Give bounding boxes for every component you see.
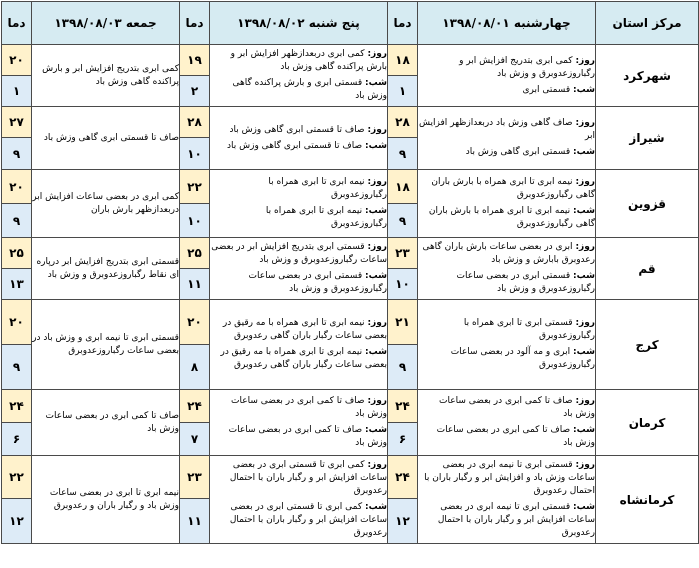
province-row — [2, 170, 699, 204]
day-forecast — [210, 48, 387, 74]
weather-description-day-1 — [418, 238, 596, 300]
day-text: کمی ابری تا قسمتی ابری در بعضی ساعات افزایش ابر و رگبار باران با احتمال رعدوبرق — [229, 460, 387, 496]
day-forecast — [418, 117, 595, 143]
forecast-text: کمی ابری بتدریج افزایش ابر و بارش پراکنده گاهی وزش باد — [42, 63, 179, 87]
night-text: صاف تا کمی ابری در بعضی ساعات وزش باد — [228, 425, 387, 448]
night-forecast — [210, 205, 387, 231]
day-text: کمی ابری دربعدازظهر افزایش ابر و بارش پراکنده گاهی وزش باد — [230, 49, 387, 72]
day-forecast — [418, 241, 595, 267]
max-temp: ۲۳ — [388, 238, 418, 269]
weather-description-day-3 — [32, 238, 180, 300]
min-temp: ۹ — [2, 345, 32, 390]
header-province: مرکز استان — [596, 2, 699, 45]
max-temp: ۱۹ — [180, 45, 210, 76]
day-label: روز: — [575, 118, 595, 128]
day-text: نیمه ابری تا ابری همراه با رگباروزعدوبرق — [268, 177, 387, 200]
night-text: صاف تا کمی ابری در بعضی ساعات وزش باد — [436, 425, 595, 448]
min-temp: ۹ — [388, 204, 418, 238]
min-temp: ۱۰ — [180, 138, 210, 170]
day-text: کمی ابری بتدریج افزایش ابر و رگباروزعدوبرق و وزش باد — [459, 55, 595, 79]
province-row — [2, 45, 699, 76]
night-label: شب: — [365, 78, 387, 88]
night-forecast — [210, 270, 387, 296]
min-temp: ۱ — [2, 76, 32, 107]
min-temp: ۶ — [388, 423, 418, 456]
province-name: کرمان — [596, 390, 699, 456]
min-temp: ۱۰ — [180, 204, 210, 238]
min-temp: ۹ — [388, 138, 418, 170]
forecast-text: قسمتی ابری بتدریج افزایش ابر درپاره ای نقاط رگباروزعدوبرق و وزش باد — [36, 256, 179, 280]
min-temp: ۸ — [180, 345, 210, 390]
max-temp: ۲۰ — [2, 45, 32, 76]
weather-description-day-1 — [418, 107, 596, 170]
day-label: روز: — [575, 318, 595, 328]
day-text: نیمه ابری تا ابری همراه با مه رقیق در بعضی ساعات رگبار باران گاهی رعدوبرق — [222, 318, 387, 341]
header-temp-3: دما — [2, 2, 32, 45]
weather-description-day-2 — [210, 390, 388, 456]
night-label: شب: — [573, 502, 595, 512]
day-label: روز: — [575, 242, 595, 252]
day-forecast — [418, 395, 595, 421]
min-temp: ۲ — [180, 76, 210, 107]
max-temp: ۱۸ — [388, 45, 418, 76]
forecast-text: صاف تا قسمتی ابری گاهی وزش باد — [43, 132, 179, 143]
day-forecast — [210, 124, 387, 137]
weather-description-day-3 — [32, 45, 180, 107]
night-label: شب: — [365, 271, 387, 281]
weather-description-day-2 — [210, 456, 388, 544]
min-temp: ۹ — [2, 138, 32, 170]
day-label: روز: — [367, 396, 387, 406]
night-label: شب: — [573, 347, 595, 357]
max-temp: ۲۴ — [388, 390, 418, 423]
night-forecast — [418, 346, 595, 372]
min-temp: ۱۲ — [388, 499, 418, 544]
day-label: روز: — [367, 318, 387, 328]
max-temp: ۲۴ — [180, 390, 210, 423]
weather-description-day-2 — [210, 238, 388, 300]
night-text: قسمتی ابری در بعضی ساعات رگباروزعدوبرق و وزش باد — [248, 271, 387, 294]
day-forecast — [210, 459, 387, 498]
night-label: شب: — [573, 84, 595, 95]
day-text: صاف تا کمی ابری در بعضی ساعات وزش باد — [231, 396, 387, 419]
day-text: ابری در بعضی ساعات بارش باران گاهی رعدوبرق بابارش و وزش باد — [422, 242, 595, 265]
max-temp: ۲۰ — [2, 170, 32, 204]
forecast-text: قسمتی ابری تا نیمه ابری و وزش باد در بعضی ساعات رگباروزعدوبرق — [32, 332, 179, 356]
max-temp: ۲۳ — [180, 456, 210, 499]
night-forecast — [210, 501, 387, 540]
day-forecast — [418, 459, 595, 498]
night-text: قسمتی ابری تا نیمه ابری در بعضی ساعات افزایش ابر و رگبار باران با احتمال رعدوبرق — [437, 502, 595, 538]
header-day-2: پنج شنبه ۱۳۹۸/۰۸/۰۲ — [210, 2, 388, 45]
day-label: روز: — [367, 460, 387, 470]
night-forecast — [418, 146, 595, 159]
night-text: قسمتی ابری گاهی وزش باد — [465, 147, 571, 157]
night-label: شب: — [573, 271, 595, 281]
night-text: نیمه ابری تا ابری همراه با بارش باران گاهی رگباروزعدوبرق — [428, 206, 595, 229]
day-forecast — [210, 317, 387, 343]
max-temp: ۲۲ — [2, 456, 32, 499]
night-label: شب: — [365, 140, 387, 151]
max-temp: ۲۰ — [180, 300, 210, 345]
weather-description-day-2 — [210, 300, 388, 390]
weather-description-day-1 — [418, 456, 596, 544]
min-temp: ۹ — [388, 345, 418, 390]
forecast-text: نیمه ابری تا ابری در بعضی ساعات وزش باد و رگبار باران و رعدوبرق — [49, 487, 179, 511]
night-forecast — [210, 140, 387, 153]
night-forecast — [210, 346, 387, 372]
province-row — [2, 238, 699, 269]
day-text: صاف تا قسمتی ابری گاهی وزش باد — [229, 124, 365, 135]
province-name: قم — [596, 238, 699, 300]
day-text: صاف تا کمی ابری در بعضی ساعات وزش باد — [439, 396, 595, 419]
forecast-text: صاف تا کمی ابری در بعضی ساعات وزش باد — [45, 410, 179, 434]
weather-description-day-3 — [32, 300, 180, 390]
night-text: قسمتی ابری در بعضی ساعات رگباروزعدوبرق و وزش باد — [456, 271, 595, 294]
weather-description-day-3 — [32, 456, 180, 544]
night-text: قسمتی ابری — [522, 84, 571, 95]
night-label: شب: — [365, 206, 387, 216]
header-day-3: جمعه ۱۳۹۸/۰۸/۰۳ — [32, 2, 180, 45]
min-temp: ۱۱ — [180, 499, 210, 544]
forecast-body — [2, 45, 699, 544]
province-name: شیراز — [596, 107, 699, 170]
min-temp: ۹ — [2, 204, 32, 238]
max-temp: ۲۵ — [180, 238, 210, 269]
day-text: قسمتی ابری تا نیمه ابری در بعضی ساعات وزش باد و افزایش ابر و رگبار باران با احتمال رعدوبرق — [424, 460, 595, 496]
night-forecast — [418, 205, 595, 231]
day-forecast — [418, 176, 595, 202]
night-text: نیمه ابری تا ابری همراه با رگباروزعدوبرق — [265, 206, 387, 229]
min-temp: ۱۰ — [388, 269, 418, 300]
day-label: روز: — [575, 177, 595, 187]
day-label: روز: — [367, 124, 387, 135]
day-label: روز: — [575, 55, 595, 66]
weather-description-day-1 — [418, 45, 596, 107]
header-temp-2: دما — [180, 2, 210, 45]
max-temp: ۲۷ — [2, 107, 32, 138]
night-forecast — [210, 77, 387, 103]
night-forecast — [418, 501, 595, 540]
max-temp: ۱۸ — [388, 170, 418, 204]
header-temp-1: دما — [388, 2, 418, 45]
night-label: شب: — [365, 425, 387, 435]
day-forecast — [210, 241, 387, 267]
province-row — [2, 390, 699, 423]
day-text: صاف گاهی وزش باد دربعدازظهر افزایش ابر — [419, 118, 595, 141]
night-text: قسمتی ابری و بارش پراکنده گاهی وزش باد — [232, 78, 387, 101]
max-temp: ۲۱ — [388, 300, 418, 345]
day-label: روز: — [367, 49, 387, 59]
province-name: قزوین — [596, 170, 699, 238]
night-text: نیمه ابری تا ابری همراه با مه رقیق در بعضی ساعات رگبار باران گاهی رعدوبرق — [220, 347, 387, 370]
province-name: کرج — [596, 300, 699, 390]
day-label: روز: — [367, 177, 387, 187]
night-label: شب: — [365, 347, 387, 357]
max-temp: ۲۴ — [2, 390, 32, 423]
forecast-table — [1, 1, 699, 544]
night-forecast — [418, 424, 595, 450]
max-temp: ۲۰ — [2, 300, 32, 345]
day-forecast — [418, 317, 595, 343]
weather-description-day-1 — [418, 390, 596, 456]
day-text: نیمه ابری تا ابری همراه با بارش باران گاهی رگباروزعدوبرق — [431, 177, 595, 200]
day-text: قسمتی ابری بتدریج افزایش ابر در بعضی ساعات رگباروزعدوبرق و وزش باد — [211, 242, 387, 265]
header-row — [2, 2, 699, 45]
weather-description-day-1 — [418, 300, 596, 390]
night-label: شب: — [573, 147, 595, 157]
night-label: شب: — [365, 502, 387, 512]
night-forecast — [210, 424, 387, 450]
day-label: روز: — [575, 396, 595, 406]
weather-description-day-2 — [210, 45, 388, 107]
night-text: صاف تا قسمتی ابری گاهی وزش باد — [227, 140, 363, 151]
night-label: شب: — [573, 206, 595, 216]
night-forecast — [418, 84, 595, 97]
min-temp: ۶ — [2, 423, 32, 456]
weather-description-day-2 — [210, 107, 388, 170]
day-forecast — [210, 395, 387, 421]
province-row — [2, 107, 699, 138]
weather-description-day-3 — [32, 390, 180, 456]
weather-description-day-3 — [32, 107, 180, 170]
min-temp: ۱۲ — [2, 499, 32, 544]
min-temp: ۷ — [180, 423, 210, 456]
night-text: ابری و مه آلود در بعضی ساعات رگباروزعدوبرق — [450, 347, 595, 370]
max-temp: ۲۴ — [388, 456, 418, 499]
weather-description-day-3 — [32, 170, 180, 238]
min-temp: ۱۳ — [2, 269, 32, 300]
day-label: روز: — [367, 242, 387, 252]
day-text: قسمتی ابری تا ابری همراه با رگباروزعدوبرق — [463, 318, 595, 341]
weather-description-day-2 — [210, 170, 388, 238]
day-forecast — [418, 55, 595, 81]
weather-description-day-1 — [418, 170, 596, 238]
max-temp: ۲۲ — [180, 170, 210, 204]
night-text: کمی ابری تا قسمتی ابری در بعضی ساعات افزایش ابر و رگبار باران با احتمال رعدوبرق — [229, 502, 387, 538]
province-name: کرمانشاه — [596, 456, 699, 544]
night-forecast — [418, 270, 595, 296]
max-temp: ۲۸ — [180, 107, 210, 138]
max-temp: ۲۵ — [2, 238, 32, 269]
max-temp: ۲۸ — [388, 107, 418, 138]
province-row — [2, 300, 699, 345]
day-label: روز: — [575, 460, 595, 470]
min-temp: ۱۱ — [180, 269, 210, 300]
night-label: شب: — [573, 425, 595, 435]
forecast-text: کمی ابری در بعضی ساعات افزایش ابر دربعدازظهر بارش باران — [32, 191, 179, 215]
header-day-1: چهارشنبه ۱۳۹۸/۰۸/۰۱ — [418, 2, 596, 45]
min-temp: ۱ — [388, 76, 418, 107]
day-forecast — [210, 176, 387, 202]
province-row — [2, 456, 699, 499]
province-name: شهرکرد — [596, 45, 699, 107]
